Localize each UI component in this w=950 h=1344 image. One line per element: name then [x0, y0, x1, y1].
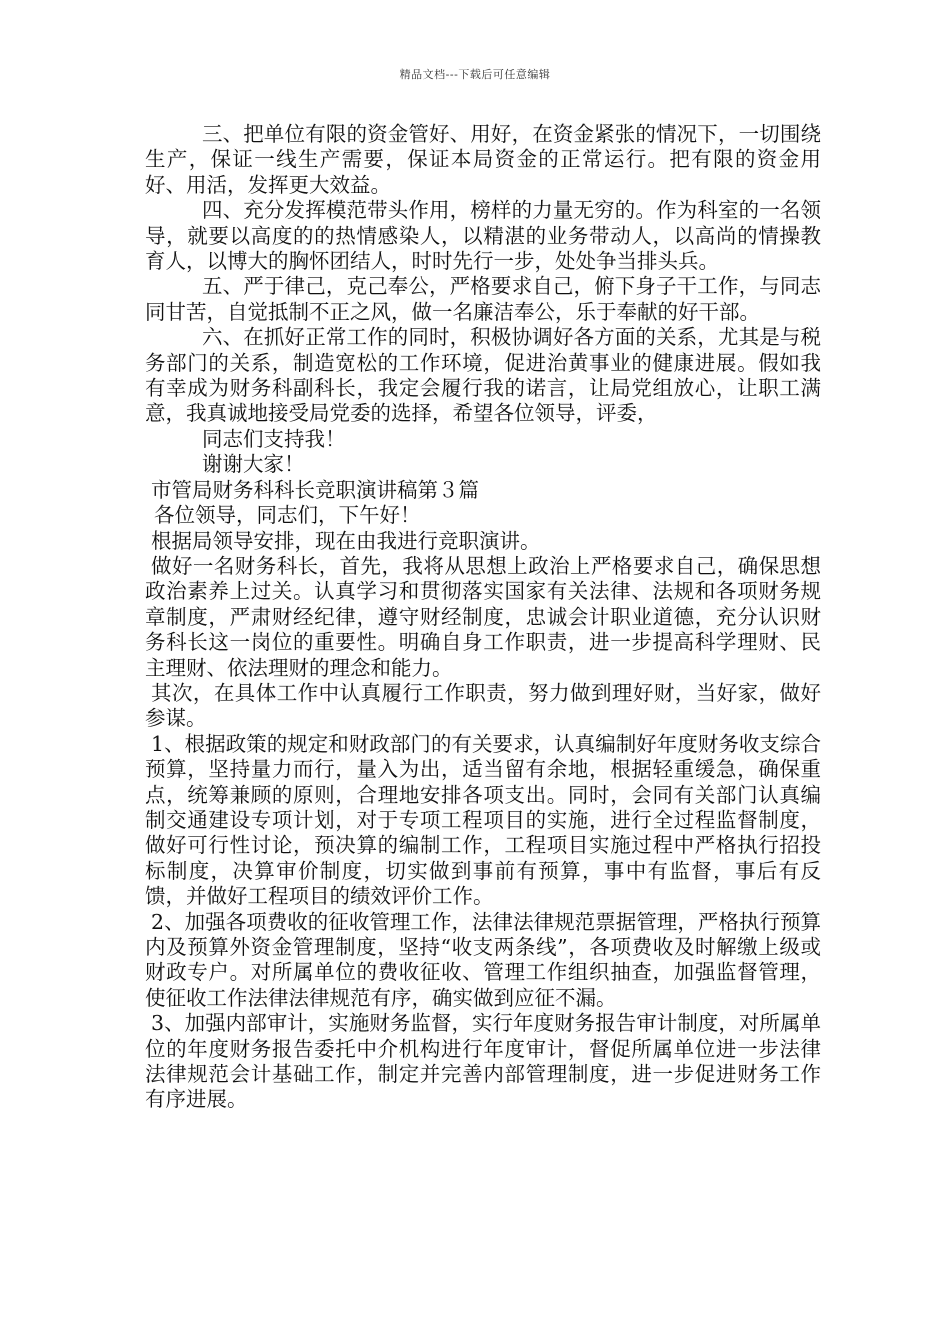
paragraph-five: 五、严于律己，克己奉公，严格要求自己，俯下身子干工作，与同志同甘苦，自觉抵制不正之风，做一名廉洁奉公，乐于奉献的好干部。: [145, 274, 821, 324]
document-body: [145, 122, 821, 1113]
page-header: 精品文档---下载后可任意编辑: [399, 68, 551, 81]
paragraph-first: 做好一名财务科长，首先，我将从思想上政治上严格要求自己，确保思想政治素养上过关。认真学习和贯彻落实国家有关法律、法规和各项财务规章制度，严肃财经纪律，遵守财经制度，忠诚会计职业道德，充分认识财务科长这一岗位的重要性。明确自身工作职责，进一步提高科学理财、民主理财、依法理财的理念和能力。: [145, 553, 821, 680]
paragraph-second: 其次，在具体工作中认真履行工作职责，努力做到理好财，当好家，做好参谋。: [145, 680, 821, 731]
closing-thanks: 谢谢大家！: [202, 452, 305, 477]
greeting: 各位领导，同志们，下午好！: [154, 503, 421, 528]
paragraph-six: 六、在抓好正常工作的同时，积极协调好各方面的关系，尤其是与税务部门的关系，制造宽松的工作环境，促进治黄事业的健康进展。假如我有幸成为财务科副科长，我定会履行我的诺言，让局党组放心，让职工满意，我真诚地接受局党委的选择，希望各位领导，评委，: [145, 325, 821, 426]
closing-support: 同志们支持我！: [202, 426, 346, 451]
item-one: 1、根据政策的规定和财政部门的有关要求，认真编制好年度财务收支综合预算，坚持量力而行，量入为出，适当留有余地，根据轻重缓急，确保重点，统筹兼顾的原则，合理地安排各项支出。同时，会同有关部门认真编制交通建设专项计划，对于专项工程项目的实施，进行全过程监督制度，做好可行性讨论，预决算的编制工作，工程项目实施过程中严格执行招投标制度，决算审价制度，切实做到事前有预算，事中有监督，事后有反馈，并做好工程项目的绩效评价工作。: [145, 731, 821, 909]
paragraph-four: 四、充分发挥模范带头作用，榜样的力量无穷的。作为科室的一名领导，就要以高度的的热情感染人，以精湛的业务带动人，以高尚的情操教育人，以博大的胸怀团结人，时时先行一步，处处争当排头兵。: [145, 198, 821, 274]
paragraph-three: 三、把单位有限的资金管好、用好，在资金紧张的情况下，一切围绕生产，保证一线生产需要，保证本局资金的正常运行。把有限的资金用好、用活，发挥更大效益。: [145, 122, 821, 197]
item-two: 2、加强各项费收的征收管理工作，法律法律规范票据管理，严格执行预算内及预算外资金管理制度，坚持“收支两条线”，各项费收及时解缴上级或财政专户。对所属单位的费收征收、管理工作组织抽查，加强监督管理，使征收工作法律法律规范有序，确实做到应征不漏。: [145, 909, 821, 1010]
item-three: 3、加强内部审计，实施财务监督，实行年度财务报告审计制度，对所属单位的年度财务报告委托中介机构进行年度审计，督促所属单位进一步法律法律规范会计基础工作，制定并完善内部管理制度，进一步促进财务工作有序进展。: [145, 1011, 821, 1112]
speech-title: 市管局财务科科长竞职演讲稿第３篇: [151, 477, 479, 502]
intro-line: 根据局领导安排，现在由我进行竞职演讲。: [151, 528, 541, 553]
